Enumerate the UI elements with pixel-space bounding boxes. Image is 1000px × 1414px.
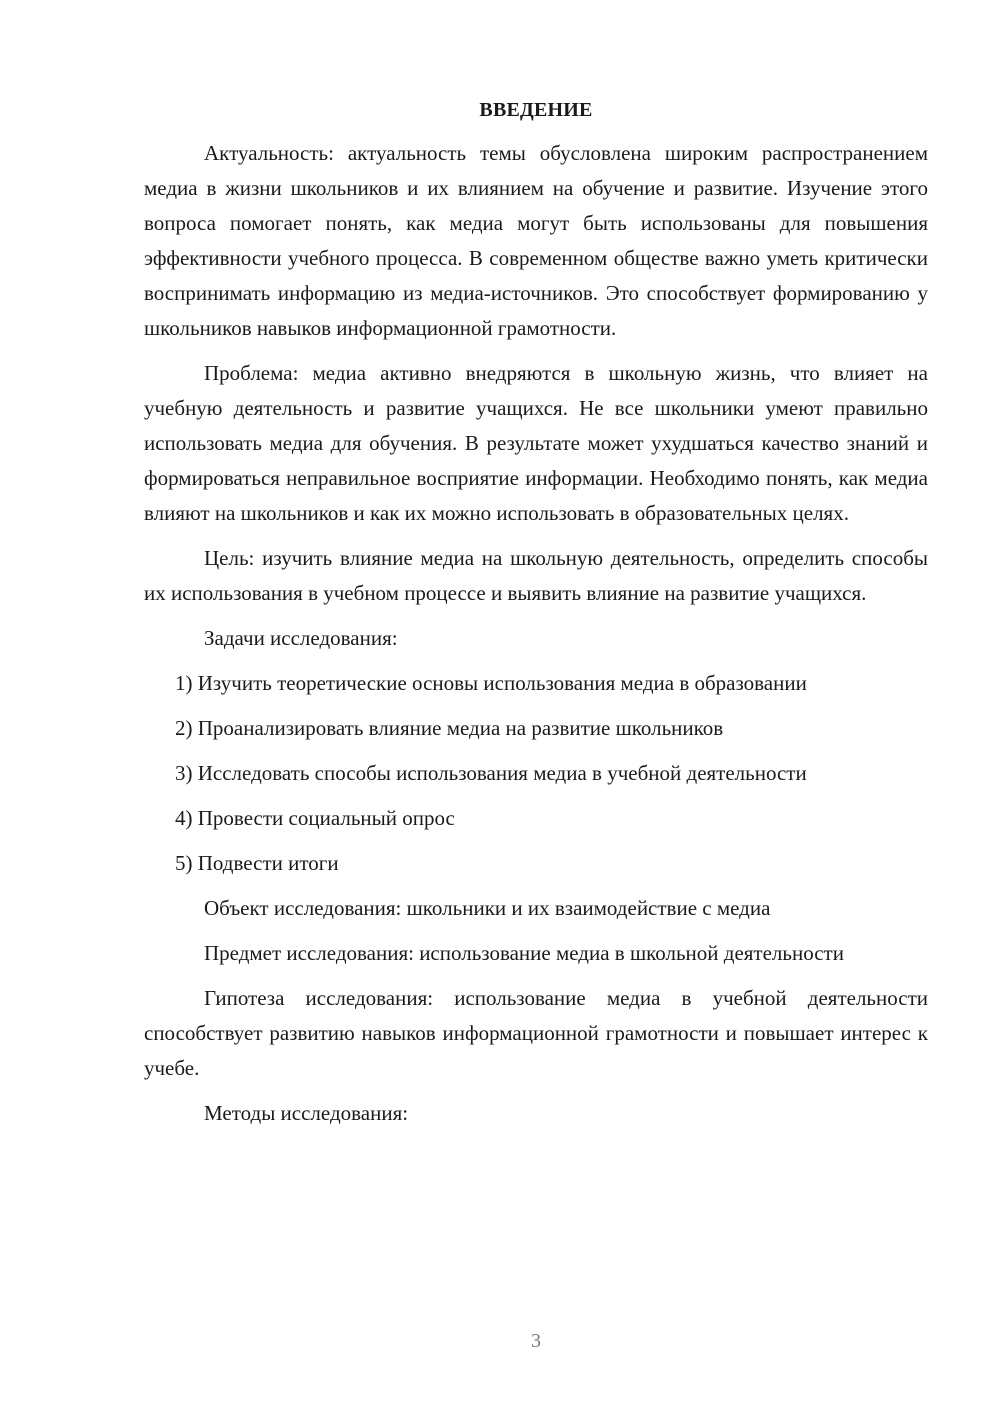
problem-paragraph: Проблема: медиа активно внедряются в школьную жизнь, что влияет на учебную деятельность и развитие учащихся. Не все школьники умеют правильно использовать медиа для обучения. В результате может ухудшаться качество знаний и формироваться неправильное восприятие информации. Необходимо понять, как медиа влияют на школьников и как их можно использовать в образовательных целях. — [144, 361, 928, 525]
task-item: 5) Подвести итоги — [175, 851, 339, 875]
goal-paragraph: Цель: изучить влияние медиа на школьную деятельность, определить способы их использования в учебном процессе и выявить влияние на развитие учащихся. — [144, 546, 928, 605]
hypothesis-paragraph: Гипотеза исследования: использование медиа в учебной деятельности способствует развитию навыков информационной грамотности и повышает интерес к учебе. — [144, 986, 928, 1080]
tasks-list — [144, 666, 928, 881]
task-item: 3) Исследовать способы использования медиа в учебной деятельности — [175, 761, 807, 785]
relevance-paragraph: Актуальность: актуальность темы обусловлена широким распространением медиа в жизни школьников и их влиянием на обучение и развитие. Изучение этого вопроса помогает понять, как медиа могут быть использованы для повышения эффективности учебного процесса. В современном обществе важно уметь критически воспринимать информацию из медиа-источников. Это способствует формированию у школьников навыков информационной грамотности. — [144, 141, 928, 340]
methods-heading: Методы исследования: — [204, 1101, 409, 1125]
object-paragraph: Объект исследования: школьники и их взаимодействие с медиа — [204, 896, 771, 920]
subject-paragraph: Предмет исследования: использование медиа в школьной деятельности — [204, 941, 844, 965]
task-item: 4) Провести социальный опрос — [175, 806, 455, 830]
page-number: 3 — [531, 1330, 541, 1352]
page-heading: ВВЕДЕНИЕ — [479, 99, 593, 121]
tasks-heading: Задачи исследования: — [204, 626, 398, 650]
task-item: 2) Проанализировать влияние медиа на развитие школьников — [175, 716, 724, 740]
page-content — [144, 96, 928, 1141]
task-item: 1) Изучить теоретические основы использования медиа в образовании — [175, 671, 807, 695]
